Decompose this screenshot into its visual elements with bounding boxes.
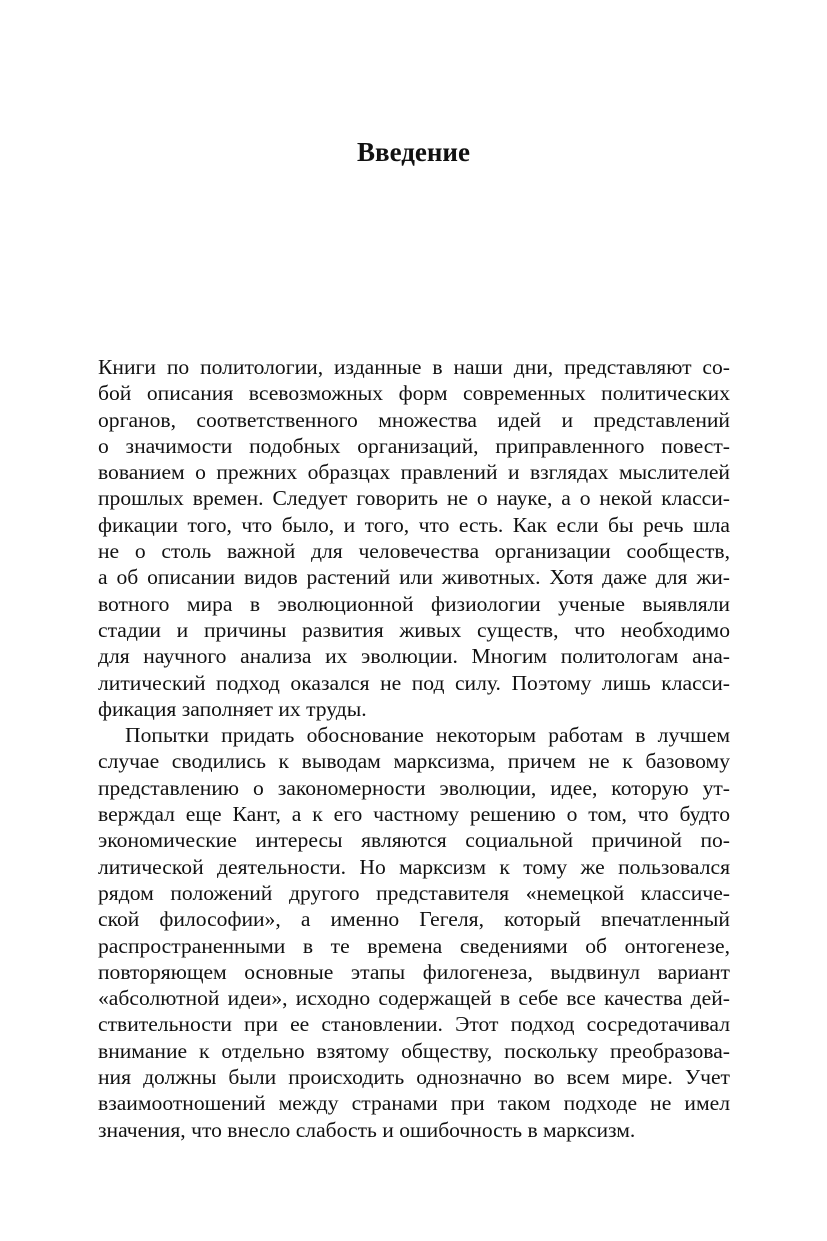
chapter-title: Введение: [357, 137, 470, 167]
text-line: повторяющем основные этапы филогенеза, выдвинул вариант: [98, 959, 730, 984]
text-line: верждал еще Кант, а к его частному решению о том, что будто: [98, 802, 730, 827]
paragraph-2: [98, 722, 730, 1143]
text-line: не о столь важной для человечества организации сообществ,: [98, 539, 730, 564]
text-line: вотного мира в эволюционной физиологии ученые выявляли: [98, 591, 730, 616]
body-text: [98, 354, 730, 1143]
text-line: фикация заполняет их труды.: [98, 696, 367, 721]
text-line: представлению о закономерности эволюции, идее, которую ут-: [98, 775, 730, 800]
text-line: вованием о прежних образцах правлений и взглядах мыслителей: [98, 460, 730, 485]
text-line: случае сводились к выводам марксизма, причем не к базовому: [98, 749, 730, 774]
text-line: внимание к отдельно взятому обществу, поскольку преобразова-: [98, 1038, 730, 1063]
text-line: Попытки придать обоснование некоторым работам в лучшем: [125, 723, 730, 748]
text-line: «абсолютной идеи», исходно содержащей в себе все качества дей-: [98, 986, 730, 1011]
text-line: значения, что внесло слабость и ошибочность в марксизм.: [98, 1117, 636, 1142]
text-line: для научного анализа их эволюции. Многим политологам ана-: [98, 644, 730, 669]
text-line: о значимости подобных организаций, приправленного повест-: [98, 433, 730, 458]
text-line: рядом положений другого представителя «немецкой классиче-: [98, 880, 730, 905]
text-line: ния должны были происходить однозначно во всем мире. Учет: [98, 1065, 730, 1090]
text-line: ской философии», а именно Гегеля, который впечатленный: [98, 907, 730, 932]
text-line: экономические интересы являются социальной причиной по-: [98, 828, 730, 853]
text-line: фикации того, что было, и того, что есть. Как если бы речь шла: [98, 512, 730, 537]
text-line: ствительности при ее становлении. Этот подход сосредотачивал: [98, 1012, 730, 1037]
text-line: взаимоотношений между странами при таком подходе не имел: [98, 1091, 730, 1116]
text-line: стадии и причины развития живых существ, что необходимо: [98, 617, 730, 642]
text-line: Книги по политологии, изданные в наши дни, представляют со-: [98, 355, 730, 379]
text-line: бой описания всевозможных форм современных политических: [98, 381, 730, 406]
text-line: органов, соответственного множества идей и представлений: [98, 407, 730, 432]
text-line: прошлых времен. Следует говорить не о науке, а о некой класси-: [98, 486, 730, 511]
text-line: литический подход оказался не под силу. Поэтому лишь класси-: [98, 670, 730, 695]
text-line: а об описании видов растений или животных. Хотя даже для жи-: [98, 565, 730, 590]
paragraph-1: [98, 354, 730, 722]
text-line: распространенными в те времена сведениями об онтогенезе,: [98, 933, 730, 958]
text-line: литической деятельности. Но марксизм к тому же пользовался: [98, 854, 730, 879]
